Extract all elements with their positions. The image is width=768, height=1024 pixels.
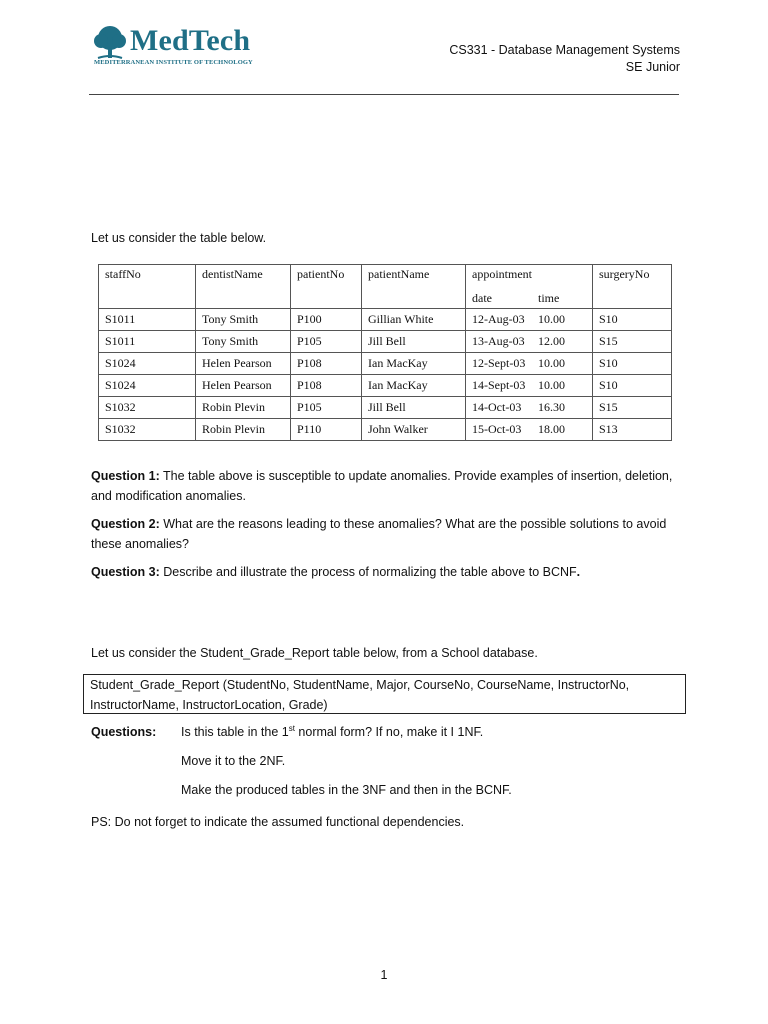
appointment-date: 13-Aug-03	[472, 334, 525, 348]
question-3-text: Describe and illustrate the process of normalizing the table above to BCNF	[159, 565, 577, 579]
ps-note: PS: Do not forget to indicate the assumed functional dependencies.	[91, 815, 465, 829]
question-1	[91, 466, 691, 506]
table-cell: S15	[593, 397, 672, 419]
table-cell: P108	[291, 353, 362, 375]
appointment-time: 10.00	[538, 312, 565, 326]
table-cell: S1024	[99, 375, 196, 397]
question-1-text: The table above is susceptible to update anomalies. Provide examples of insertion, deletion, and modification anomalies.	[91, 469, 673, 503]
header-course-info	[449, 42, 680, 76]
table-body	[99, 309, 672, 441]
table-row	[99, 375, 672, 397]
table-cell: P100	[291, 309, 362, 331]
appointment-time: 10.00	[538, 356, 565, 370]
question-3-label: Question 3:	[91, 565, 160, 579]
q-item-1-pre: Is this table in the 1	[181, 725, 289, 739]
question-item-2: Move it to the 2NF.	[181, 754, 286, 768]
appointment-date: 12-Sept-03	[472, 356, 526, 370]
tree-logo-icon	[90, 24, 130, 64]
table-cell: John Walker	[362, 419, 466, 441]
appointment-time: 18.00	[538, 422, 565, 436]
appointment-time: 10.00	[538, 378, 565, 392]
table-cell: S10	[593, 375, 672, 397]
table-cell: S1024	[99, 353, 196, 375]
table-cell: Tony Smith	[196, 309, 291, 331]
subheader-time: time	[538, 290, 560, 305]
medtech-logo	[90, 22, 270, 72]
header-cell: patientNo	[291, 265, 362, 309]
header-cell: staffNo	[99, 265, 196, 309]
table-cell: S13	[593, 419, 672, 441]
logo-title: MedTech	[130, 24, 251, 57]
question-2-label: Question 2:	[91, 517, 160, 531]
table-row	[99, 309, 672, 331]
table-cell: P105	[291, 331, 362, 353]
question-3-end: .	[576, 565, 581, 579]
appointment-date: 14-Sept-03	[472, 378, 526, 392]
table-cell: Tony Smith	[196, 331, 291, 353]
dentist-appointment-table	[98, 264, 672, 441]
table-cell: Ian MacKay	[362, 353, 466, 375]
schema-box: Student_Grade_Report (StudentNo, StudentName, Major, CourseNo, CourseName, InstructorNo, InstructorName, InstructorLocation, Grade)	[83, 674, 686, 714]
table-cell: S1032	[99, 419, 196, 441]
appointment-time: 16.30	[538, 400, 565, 414]
table-cell: Helen Pearson	[196, 353, 291, 375]
table-row	[99, 331, 672, 353]
table-cell: S1011	[99, 309, 196, 331]
table-cell: P108	[291, 375, 362, 397]
q-item-1-post: normal form? If no, make it I 1NF.	[294, 725, 484, 739]
question-2	[91, 514, 691, 554]
questions-label: Questions:	[91, 725, 157, 739]
header-cell: surgeryNo	[593, 265, 672, 309]
table-cell: Helen Pearson	[196, 375, 291, 397]
table-cell: Jill Bell	[362, 397, 466, 419]
appointment-cell	[466, 375, 593, 397]
table-cell: Jill Bell	[362, 331, 466, 353]
question-item-1	[181, 725, 483, 739]
appointment-date: 15-Oct-03	[472, 422, 522, 436]
question-2-text: What are the reasons leading to these anomalies? What are the possible solutions to avoid these anomalies?	[91, 517, 667, 551]
logo-subtitle: MEDITERRANEAN INSTITUTE OF TECHNOLOGY	[94, 59, 253, 66]
question-1-label: Question 1:	[91, 469, 160, 483]
intro-text-2: Let us consider the Student_Grade_Report table below, from a School database.	[91, 646, 538, 660]
appointment-subheader	[466, 288, 593, 309]
q-item-1-sup: st	[288, 723, 295, 733]
header-cell: appointment	[466, 265, 593, 289]
intro-text-1: Let us consider the table below.	[91, 231, 267, 245]
header-cell: dentistName	[196, 265, 291, 309]
course-title: CS331 - Database Management Systems	[449, 43, 680, 57]
question-3	[91, 562, 691, 582]
appointment-cell	[466, 309, 593, 331]
question-item-3: Make the produced tables in the 3NF and then in the BCNF.	[181, 783, 512, 797]
appointment-cell	[466, 331, 593, 353]
table-cell: S15	[593, 331, 672, 353]
subheader-date: date	[472, 290, 492, 305]
appointment-cell	[466, 353, 593, 375]
table-cell: P110	[291, 419, 362, 441]
table-cell: S10	[593, 309, 672, 331]
appointment-time: 12.00	[538, 334, 565, 348]
table-cell: S1011	[99, 331, 196, 353]
table-cell: Robin Plevin	[196, 397, 291, 419]
table-cell: S10	[593, 353, 672, 375]
table-cell: S1032	[99, 397, 196, 419]
table-cell: Ian MacKay	[362, 375, 466, 397]
appointment-date: 14-Oct-03	[472, 400, 522, 414]
table-cell: Gillian White	[362, 309, 466, 331]
page-number: 1	[380, 968, 388, 982]
table-row	[99, 419, 672, 441]
header-divider	[89, 94, 679, 95]
course-level: SE Junior	[625, 60, 680, 74]
table-cell: P105	[291, 397, 362, 419]
appointment-date: 12-Aug-03	[472, 312, 525, 326]
table-cell: Robin Plevin	[196, 419, 291, 441]
table-row	[99, 397, 672, 419]
appointment-cell	[466, 419, 593, 441]
table-row	[99, 353, 672, 375]
appointment-cell	[466, 397, 593, 419]
table-header-row	[99, 265, 672, 289]
header-cell: patientName	[362, 265, 466, 309]
